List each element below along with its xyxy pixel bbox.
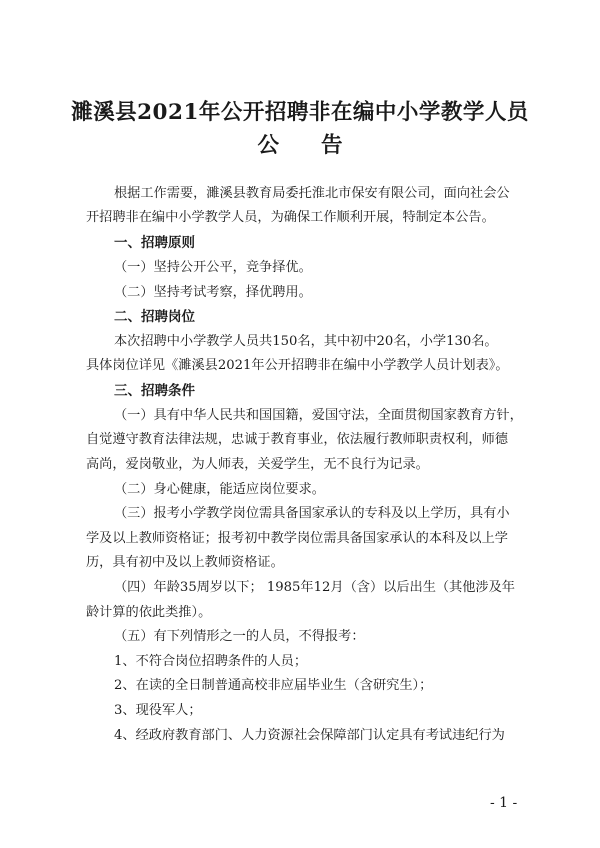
- section-heading-principles: 一、招聘原则: [114, 235, 195, 251]
- paragraph-line: 根据工作需要，濉溪县教育局委托淮北市保安有限公司，面向社会公: [114, 186, 510, 201]
- paragraph-line: （一）具有中华人民共和国国籍，爱国守法，全面贯彻国家教育方针，: [114, 408, 523, 423]
- paragraph-line: 具体岗位详见《濉溪县2021年公开招聘非在编中小学教学人员计划表》。: [86, 358, 509, 373]
- paragraph-line: 历，具有初中及以上教师资格证。: [86, 555, 284, 570]
- list-item: 3、现役军人；: [114, 703, 202, 718]
- paragraph-line: 自觉遵守教育法律法规，忠诚于教育事业，依法履行教师职责权利，师德: [86, 432, 508, 447]
- paragraph-line: （三）报考小学教学岗位需具备国家承认的专科及以上学历，具有小: [114, 506, 510, 521]
- page-number: - 1 -: [490, 795, 518, 811]
- paragraph-line: 高尚，爱岗敬业，为人师表，关爱学生，无不良行为记录。: [86, 457, 429, 472]
- section-heading-conditions: 三、招聘条件: [114, 383, 195, 399]
- paragraph-line: （一）坚持公开公平，竞争择优。: [114, 260, 312, 275]
- list-item: 2、在读的全日制普通高校非应届毕业生（含研究生）；: [114, 678, 433, 693]
- paragraph-line: 学及以上教师资格证；报考初中教学岗位需具备国家承认的本科及以上学: [86, 531, 508, 546]
- paragraph-line: 本次招聘中小学教学人员共150名，其中初中20名，小学130名。: [114, 334, 498, 349]
- list-item: 4、经政府教育部门、人力资源社会保障部门认定具有考试违纪行为: [114, 728, 505, 743]
- paragraph-line: 龄计算的依此类推）。: [86, 605, 212, 620]
- list-item: 1、不符合岗位招聘条件的人员；: [114, 654, 308, 669]
- paragraph-line: （四）年龄35周岁以下； 1985年12月（含）以后出生（其他涉及年: [114, 580, 515, 595]
- paragraph-line: 开招聘非在编中小学教学人员，为确保工作顺利开展，特制定本公告。: [86, 210, 495, 225]
- paragraph-line: （二）身心健康，能适应岗位要求。: [114, 482, 325, 497]
- document-title: 濉溪县2021年公开招聘非在编中小学教学人员: [71, 100, 529, 125]
- paragraph-line: （二）坚持考试考察，择优聘用。: [114, 285, 312, 300]
- paragraph-line: （五）有下列情形之一的人员，不得报考：: [114, 629, 365, 644]
- document-title-announcement: 公告: [257, 133, 385, 158]
- section-heading-positions: 二、招聘岗位: [114, 309, 195, 325]
